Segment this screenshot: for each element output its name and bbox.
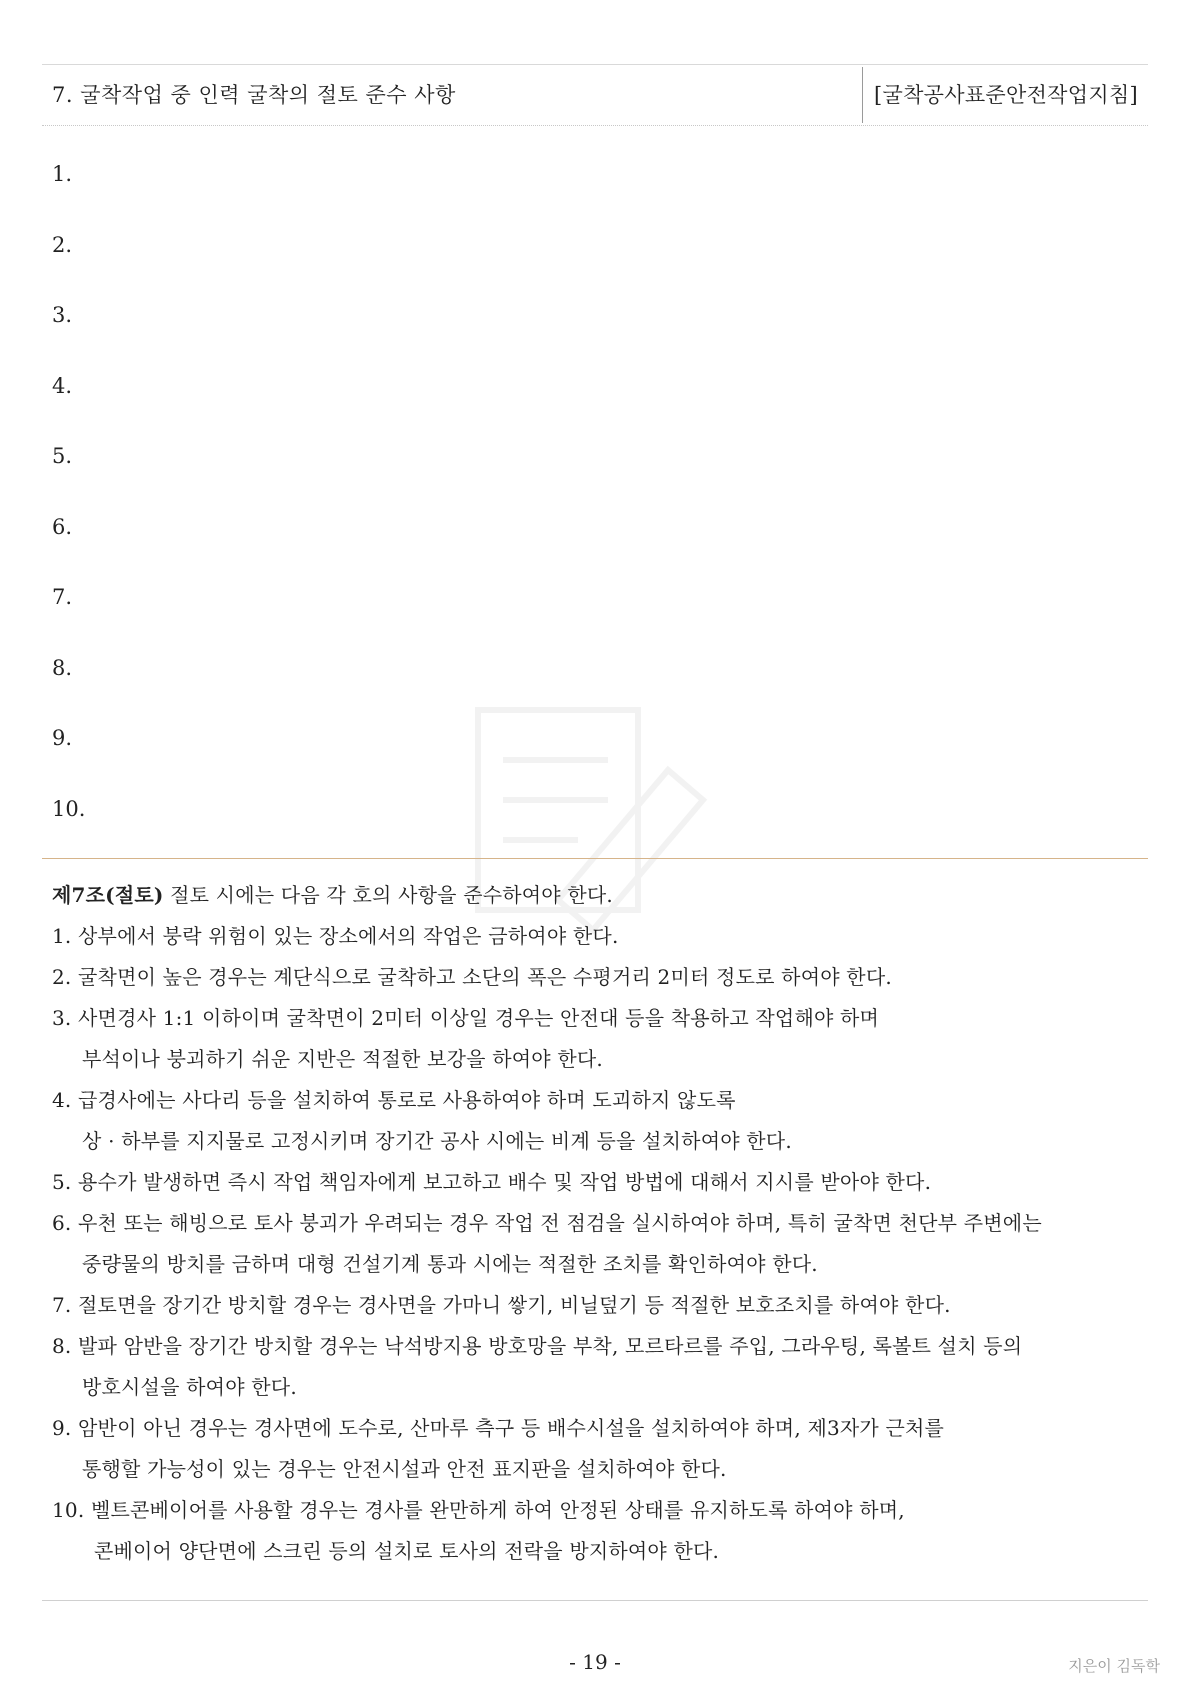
blank-item: 5. (52, 444, 73, 468)
blank-item: 7. (52, 585, 73, 609)
article-intro: 절토 시에는 다음 각 호의 사항을 준수하여야 한다. (163, 883, 613, 907)
article-item-line: 8. 발파 암반을 장기간 방치할 경우는 낙석방지용 방호망을 부착, 모르타르를 주입, 그라우팅, 록볼트 설치 등의 (52, 1334, 1023, 1358)
article-item-line: 10. 벨트콘베이어를 사용할 경우는 경사를 완만하게 하여 안정된 상태를 유지하도록 하여야 하며, (52, 1498, 905, 1522)
article-text (52, 880, 1142, 1577)
article-item-line: 2. 굴착면이 높은 경우는 계단식으로 굴착하고 소단의 폭은 수평거리 2미터 정도로 하여야 한다. (52, 965, 892, 989)
article-item-line: 부석이나 붕괴하기 쉬운 지반은 적절한 보강을 하여야 한다. (82, 1047, 603, 1071)
page-number: - 19 - (569, 1650, 621, 1674)
article-title: 제7조(절토) (52, 883, 164, 907)
article-item-line: 1. 상부에서 붕락 위험이 있는 장소에서의 작업은 금하여야 한다. (52, 924, 619, 948)
article-item-line: 상 · 하부를 지지물로 고정시키며 장기간 공사 시에는 비계 등을 설치하여야 한다. (82, 1129, 792, 1153)
blank-item: 4. (52, 373, 73, 398)
blank-item: 3. (52, 303, 73, 327)
article-item-line: 통행할 가능성이 있는 경우는 안전시설과 안전 표지판을 설치하여야 한다. (82, 1457, 727, 1481)
article-item-line: 4. 급경사에는 사다리 등을 설치하여 통로로 사용하여야 하며 도괴하지 않도록 (52, 1088, 736, 1112)
article-item-line: 콘베이어 양단면에 스크린 등의 설치로 토사의 전락을 방지하여야 한다. (94, 1539, 720, 1563)
header-divider (862, 67, 863, 123)
article-heading (52, 880, 1142, 921)
section-title: 7. 굴착작업 중 인력 굴착의 절토 준수 사항 (52, 83, 456, 107)
footer-rule (42, 1600, 1148, 1601)
article-item-line: 방호시설을 하여야 한다. (82, 1375, 297, 1399)
article-item-line: 5. 용수가 발생하면 즉시 작업 책임자에게 보고하고 배수 및 작업 방법에 대해서 지시를 받아야 한다. (52, 1170, 932, 1194)
article-item-line: 6. 우천 또는 해빙으로 토사 붕괴가 우려되는 경우 작업 전 점검을 실시하여야 하며, 특히 굴착면 천단부 주변에는 (52, 1211, 1042, 1235)
article-item-line: 3. 사면경사 1:1 이하이며 굴착면이 2미터 이상일 경우는 안전대 등을 착용하고 작업해야 하며 (52, 1006, 880, 1030)
blank-item: 1. (52, 162, 73, 186)
blank-item: 2. (52, 232, 73, 257)
section-separator (42, 858, 1148, 859)
blank-item: 6. (52, 514, 73, 539)
blank-item: 10. (52, 796, 86, 821)
article-item-line: 중량물의 방치를 금하며 대형 건설기계 통과 시에는 적절한 조치를 확인하여야 한다. (82, 1252, 818, 1276)
blank-item: 8. (52, 655, 73, 680)
author-credit: 지은이 김독학 (1068, 1657, 1160, 1675)
article-item-line: 9. 암반이 아닌 경우는 경사면에 도수로, 산마루 측구 등 배수시설을 설치하여야 하며, 제3자가 근처를 (52, 1416, 945, 1440)
source-reference: [굴착공사표준안전작업지침] (874, 83, 1139, 107)
header (42, 64, 1148, 126)
blank-answer-list (52, 160, 85, 865)
blank-item: 9. (52, 726, 73, 750)
article-item-line: 7. 절토면을 장기간 방치할 경우는 경사면을 가마니 쌓기, 비닐덮기 등 적절한 보호조치를 하여야 한다. (52, 1293, 951, 1317)
